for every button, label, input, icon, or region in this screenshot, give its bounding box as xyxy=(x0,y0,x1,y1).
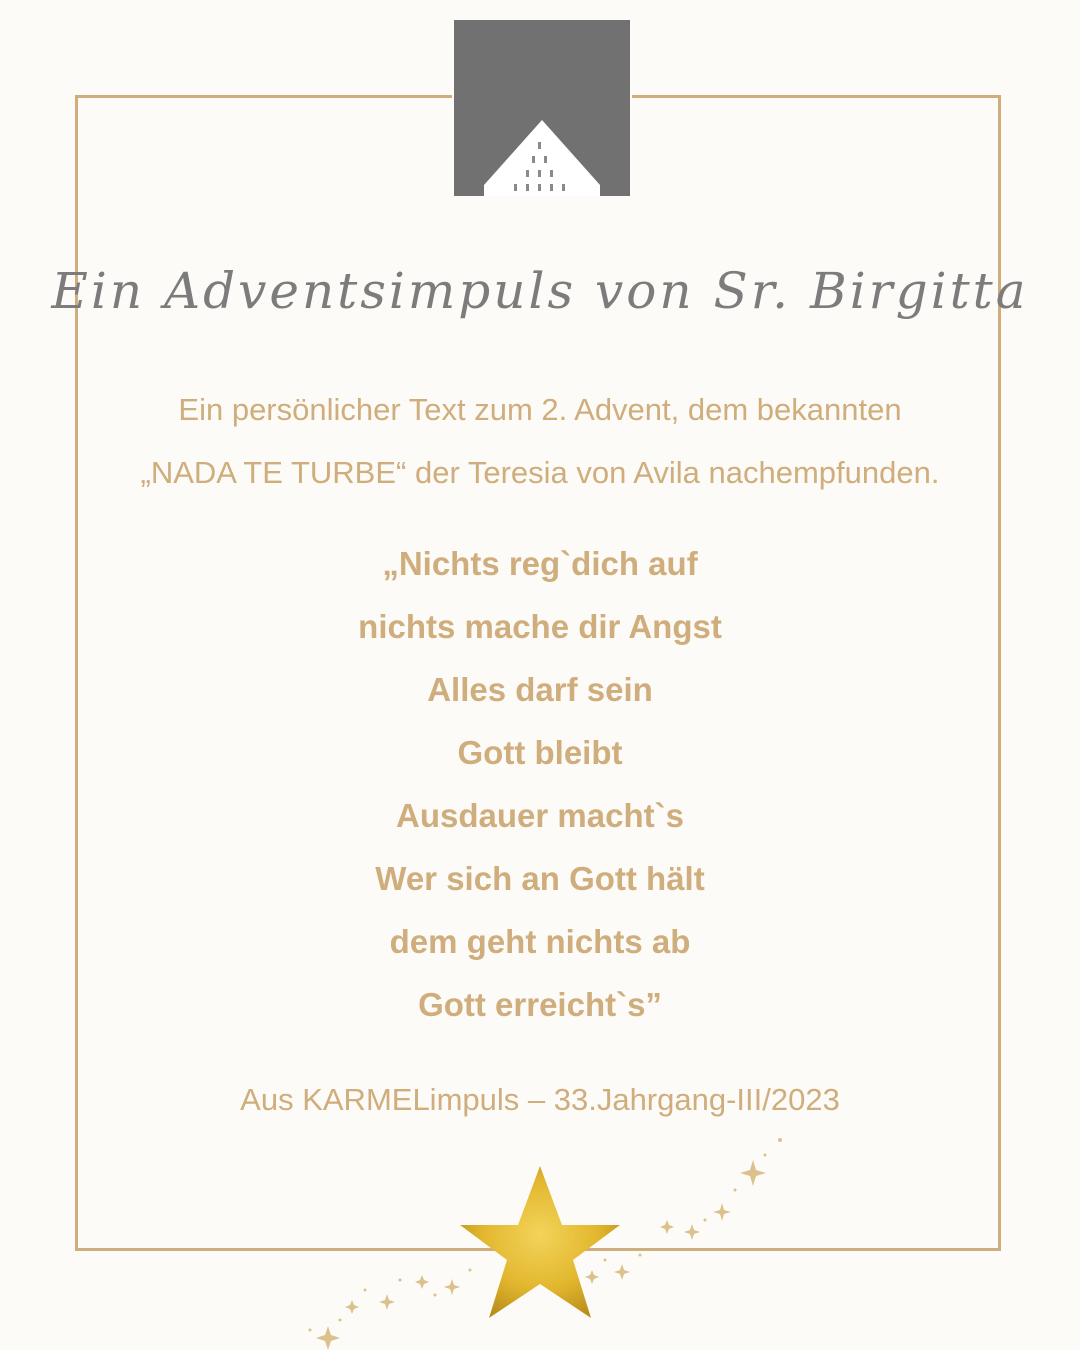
glitter-star-icon xyxy=(290,1130,810,1350)
poem-line: „Nichts reg`dich auf xyxy=(382,545,698,582)
poem-line: dem geht nichts ab xyxy=(389,923,691,960)
script-title: Ein Adventsimpuls von Sr. Birgitta xyxy=(51,262,1029,320)
intro-line-2: „NADA TE TURBE“ der Teresia von Avila nachempfunden. xyxy=(140,455,940,490)
poem-line: Ausdauer macht`s xyxy=(396,797,684,834)
poem-line: Gott bleibt xyxy=(457,734,623,771)
poem-line: Gott erreicht`s” xyxy=(418,986,662,1023)
poem-line: Alles darf sein xyxy=(427,671,653,708)
logo-house-gable-icon xyxy=(452,20,632,196)
source-citation: Aus KARMELimpuls – 33.Jahrgang-III/2023 xyxy=(240,1082,840,1117)
poem-line: nichts mache dir Angst xyxy=(358,608,722,645)
poem xyxy=(0,532,1080,1036)
intro-line-1: Ein persönlicher Text zum 2. Advent, dem bekannten xyxy=(178,392,902,427)
poem-line: Wer sich an Gott hält xyxy=(375,860,705,897)
intro-text xyxy=(0,378,1080,504)
